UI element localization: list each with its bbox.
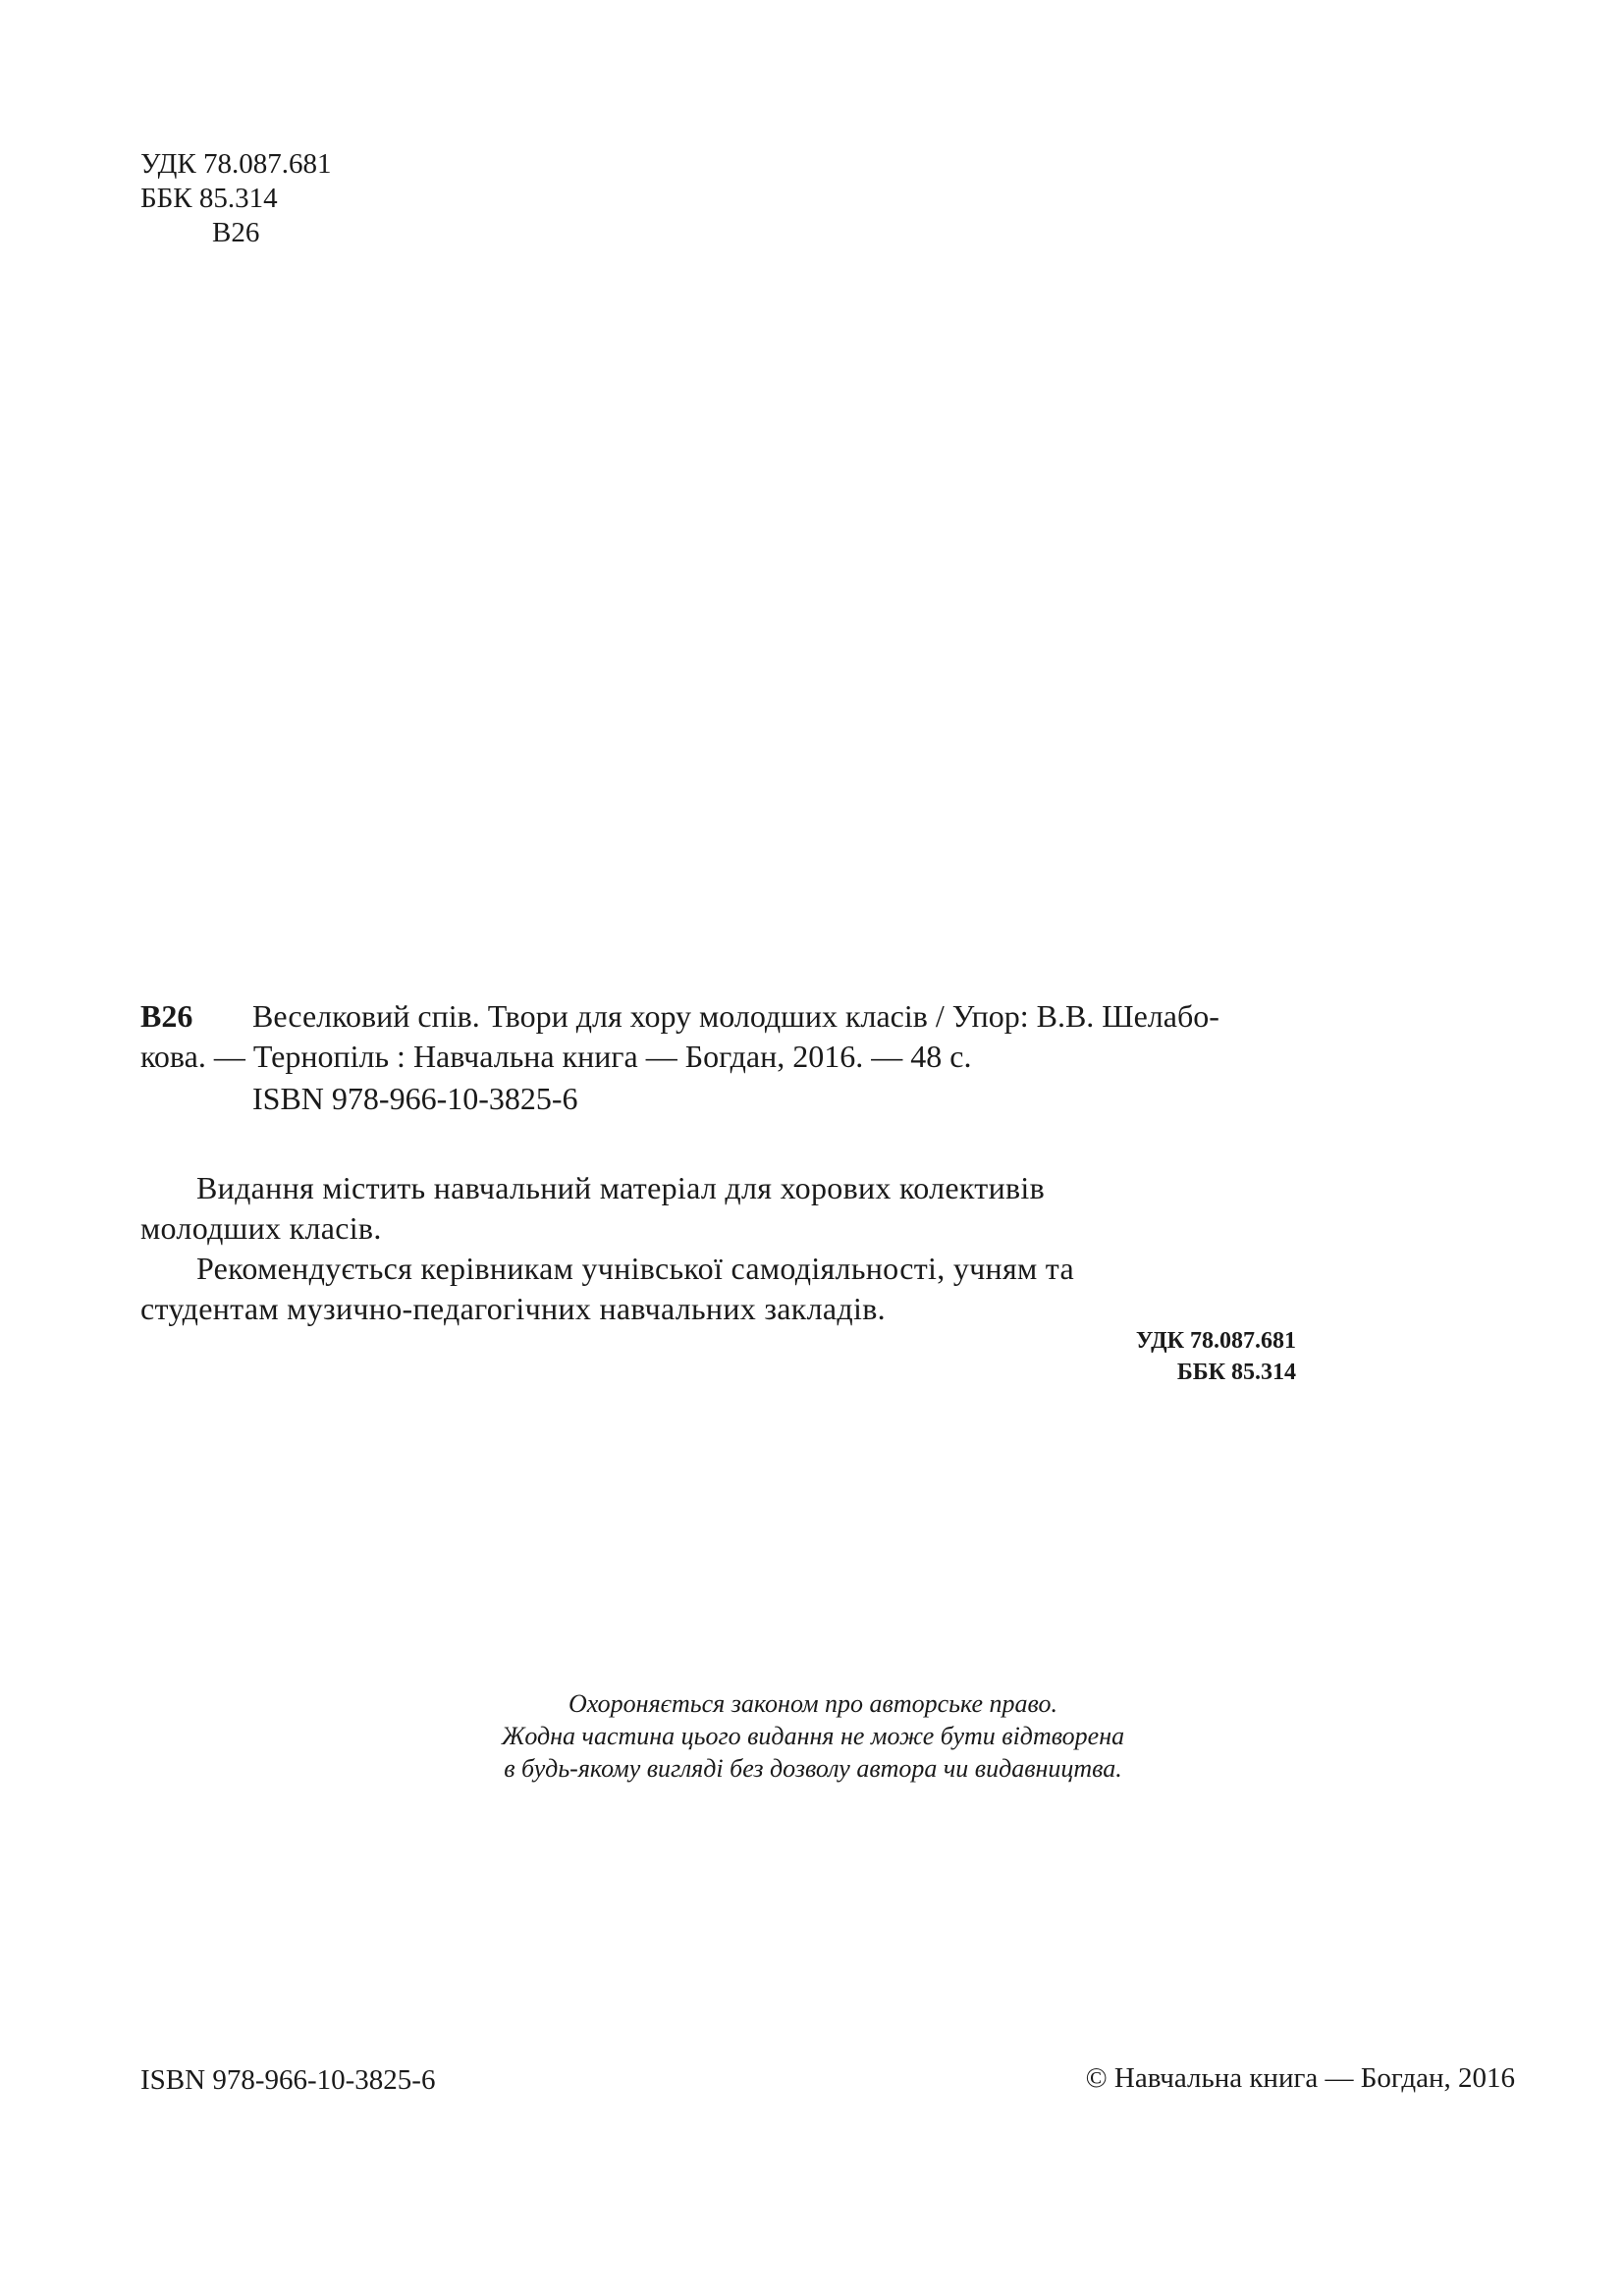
annotation xyxy=(140,1168,1296,1329)
catalog-isbn: ISBN 978-966-10-3825-6 xyxy=(252,1081,578,1116)
notice-line-3: в будь-якому вигляді без дозволу автора чи видавництва. xyxy=(504,1754,1122,1783)
annotation-paragraph-2-line-1: Рекомендується керівникам учнівської самодіяльності, учням та xyxy=(196,1251,1074,1286)
bbk-code: ББК 85.314 xyxy=(140,183,278,214)
annotation-udk: УДК 78.087.681 xyxy=(1135,1328,1296,1354)
footer-copyright: © Навчальна книга — Богдан, 2016 xyxy=(1085,2062,1515,2094)
annotation-paragraph-1-line-2: молодших класів. xyxy=(140,1210,382,1246)
catalog-code: В26 xyxy=(140,998,193,1034)
classification-block xyxy=(140,147,331,250)
notice-line-1: Охороняється законом про авторське право. xyxy=(568,1689,1057,1718)
udk-code: УДК 78.087.681 xyxy=(140,148,332,180)
author-mark: В26 xyxy=(212,217,260,248)
annotation-codes xyxy=(1136,1325,1296,1388)
annotation-bbk: ББК 85.314 xyxy=(1176,1360,1296,1385)
catalog-card xyxy=(140,996,1296,1119)
footer-isbn: ISBN 978-966-10-3825-6 xyxy=(140,2064,436,2096)
copyright-notice xyxy=(0,1687,1624,1785)
annotation-paragraph-2-line-2: студентам музично-педагогічних навчальних закладів. xyxy=(140,1291,886,1326)
catalog-description-line2: кова. — Тернопіль : Навчальна книга — Богдан, 2016. — 48 с. xyxy=(140,1039,972,1074)
notice-line-2: Жодна частина цього видання не може бути відтворена xyxy=(501,1722,1125,1750)
annotation-paragraph-1-line-1: Видання містить навчальний матеріал для хорових колективів xyxy=(196,1170,1046,1205)
catalog-description-line1: Веселковий спів. Твори для хору молодших класів / Упор: В.В. Шелабо- xyxy=(252,998,1219,1034)
